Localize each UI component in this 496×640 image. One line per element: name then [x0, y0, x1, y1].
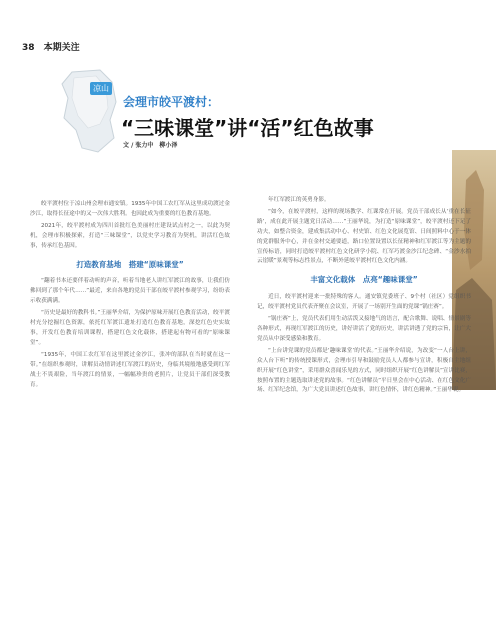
paragraph: 皎平渡村位于凉山州会理市通安镇。1935年中国工农红军从这里成功渡过金沙江，取得长征途中的又一次伟大胜利。也因此成为重要的红色教育基地。 [30, 201, 230, 217]
paragraph: 年红军渡江的英勇身影。 [268, 197, 330, 203]
paragraph: “上台讲党课的党员都是‘趣味课堂’的代表。”王丽华介绍说，为改变“一人台上讲，众人台下听”的传统授课形式，会理市引导和鼓励党员人人都参与宣讲，积极自主地组织开展“红色讲堂”，采用群众喜闻乐见的方式，同时组织开展“红色讲解员”宣讲比赛，按照布置的主题选取讲述党的故事。“红色讲解员”平日里会在中心活动、在红色文化广场、红军纪念馆，为广大党员讲述红色故事，讲红色情怀，讲红色精神。”王丽华说。 [257, 347, 471, 394]
paragraph: “翻着书本还要伴着动听的声音，听着当地老人讲红军渡江的故事，让我们仿佛回到了那个年代……”最近，来自各地的党员干部在皎平渡村参观学习，纷纷表示收获满满。 [30, 278, 230, 305]
sichuan-map-icon [60, 68, 118, 154]
page-header [22, 40, 80, 53]
paragraph: “1935年，中国工农红军在这里渡过金沙江，张冲的部队在当时就在这一带。”在组织参观时，讲解员动情讲述红军渡江的历史，身临其境般地感受到红军战士不畏艰险，当年渡江的情景，一幅幅珍贵的老照片，让党员干部们深受教育。 [30, 351, 230, 388]
page-number: 38 [22, 43, 35, 53]
paragraph: “锅庄赛”上，党员代表们用生动活泼又接地气的语言，配合歌舞、说唱、情景剧等各种形式，再现红军渡江的历史，讲好讲活了党的历史，讲活讲透了党的宗旨，让广大党员从中深受感染和教育。 [257, 316, 471, 342]
article-title: “三味课堂”讲“活”红色故事 [121, 116, 374, 140]
section-heading: 打造教育基地 搭建“原味课堂” [76, 259, 184, 269]
article-byline: 文 / 张力中 柳小泽 [123, 142, 178, 149]
section-heading: 丰富文化载体 点亮“趣味课堂” [310, 275, 418, 285]
region-badge: 凉山 [90, 82, 112, 95]
article-subtitle: 会理市皎平渡村： [123, 95, 220, 109]
article-column-right [257, 196, 471, 398]
section-title: 本期关注 [43, 43, 80, 53]
paragraph: “历史是最好的教科书。”王丽华介绍，为保护原味开展红色教育活动，皎平渡村充分挖掘红色资源，依托红军渡江遗址打造红色教育基地，深挖红色史实故事，开发红色教育培训课程，搭建红色文化载体，搭建起有物可看的“原味课堂”。 [30, 310, 230, 346]
article-column-left [30, 200, 230, 392]
paragraph: 2021年，皎平渡村成为四川首批红色美丽村庄建设试点村之一，以此为契机，会理市积极探索，打造“三味课堂”，以党史学习教育为契机，讲活红色故事，传承红色基因。 [30, 222, 230, 249]
paragraph: “如今，在皎平渡村，这样的现场教学、红课常在开展。党员干部成长从‘重在长征路’，成在此开展主题党日活动……”王丽华说，为打造“原味课堂”，皎平渡村还下足了功夫，如整合资金，建成集活动中心、村史馆、红色文化展览馆、日间照料中心于一体的党群服务中心，并在金村交通要道，路口位置设置以长征精神和红军渡江等为主题的宣传标语，同时打造皎平渡村红色文化研学小院、红军巧渡金沙江纪念碑、“金沙水拍云崖暖”景观等标志性景点，不断外延皎平渡村红色文化内涵。 [257, 208, 471, 265]
paragraph: 近日，皎平渡村迎来一批特殊的客人。通安镇党委班子、9个村（社区）党组织书记，皎平渡村党员代表齐聚在会议室，开展了一场别开生面的党课“锅庄赛”。 [257, 294, 471, 311]
